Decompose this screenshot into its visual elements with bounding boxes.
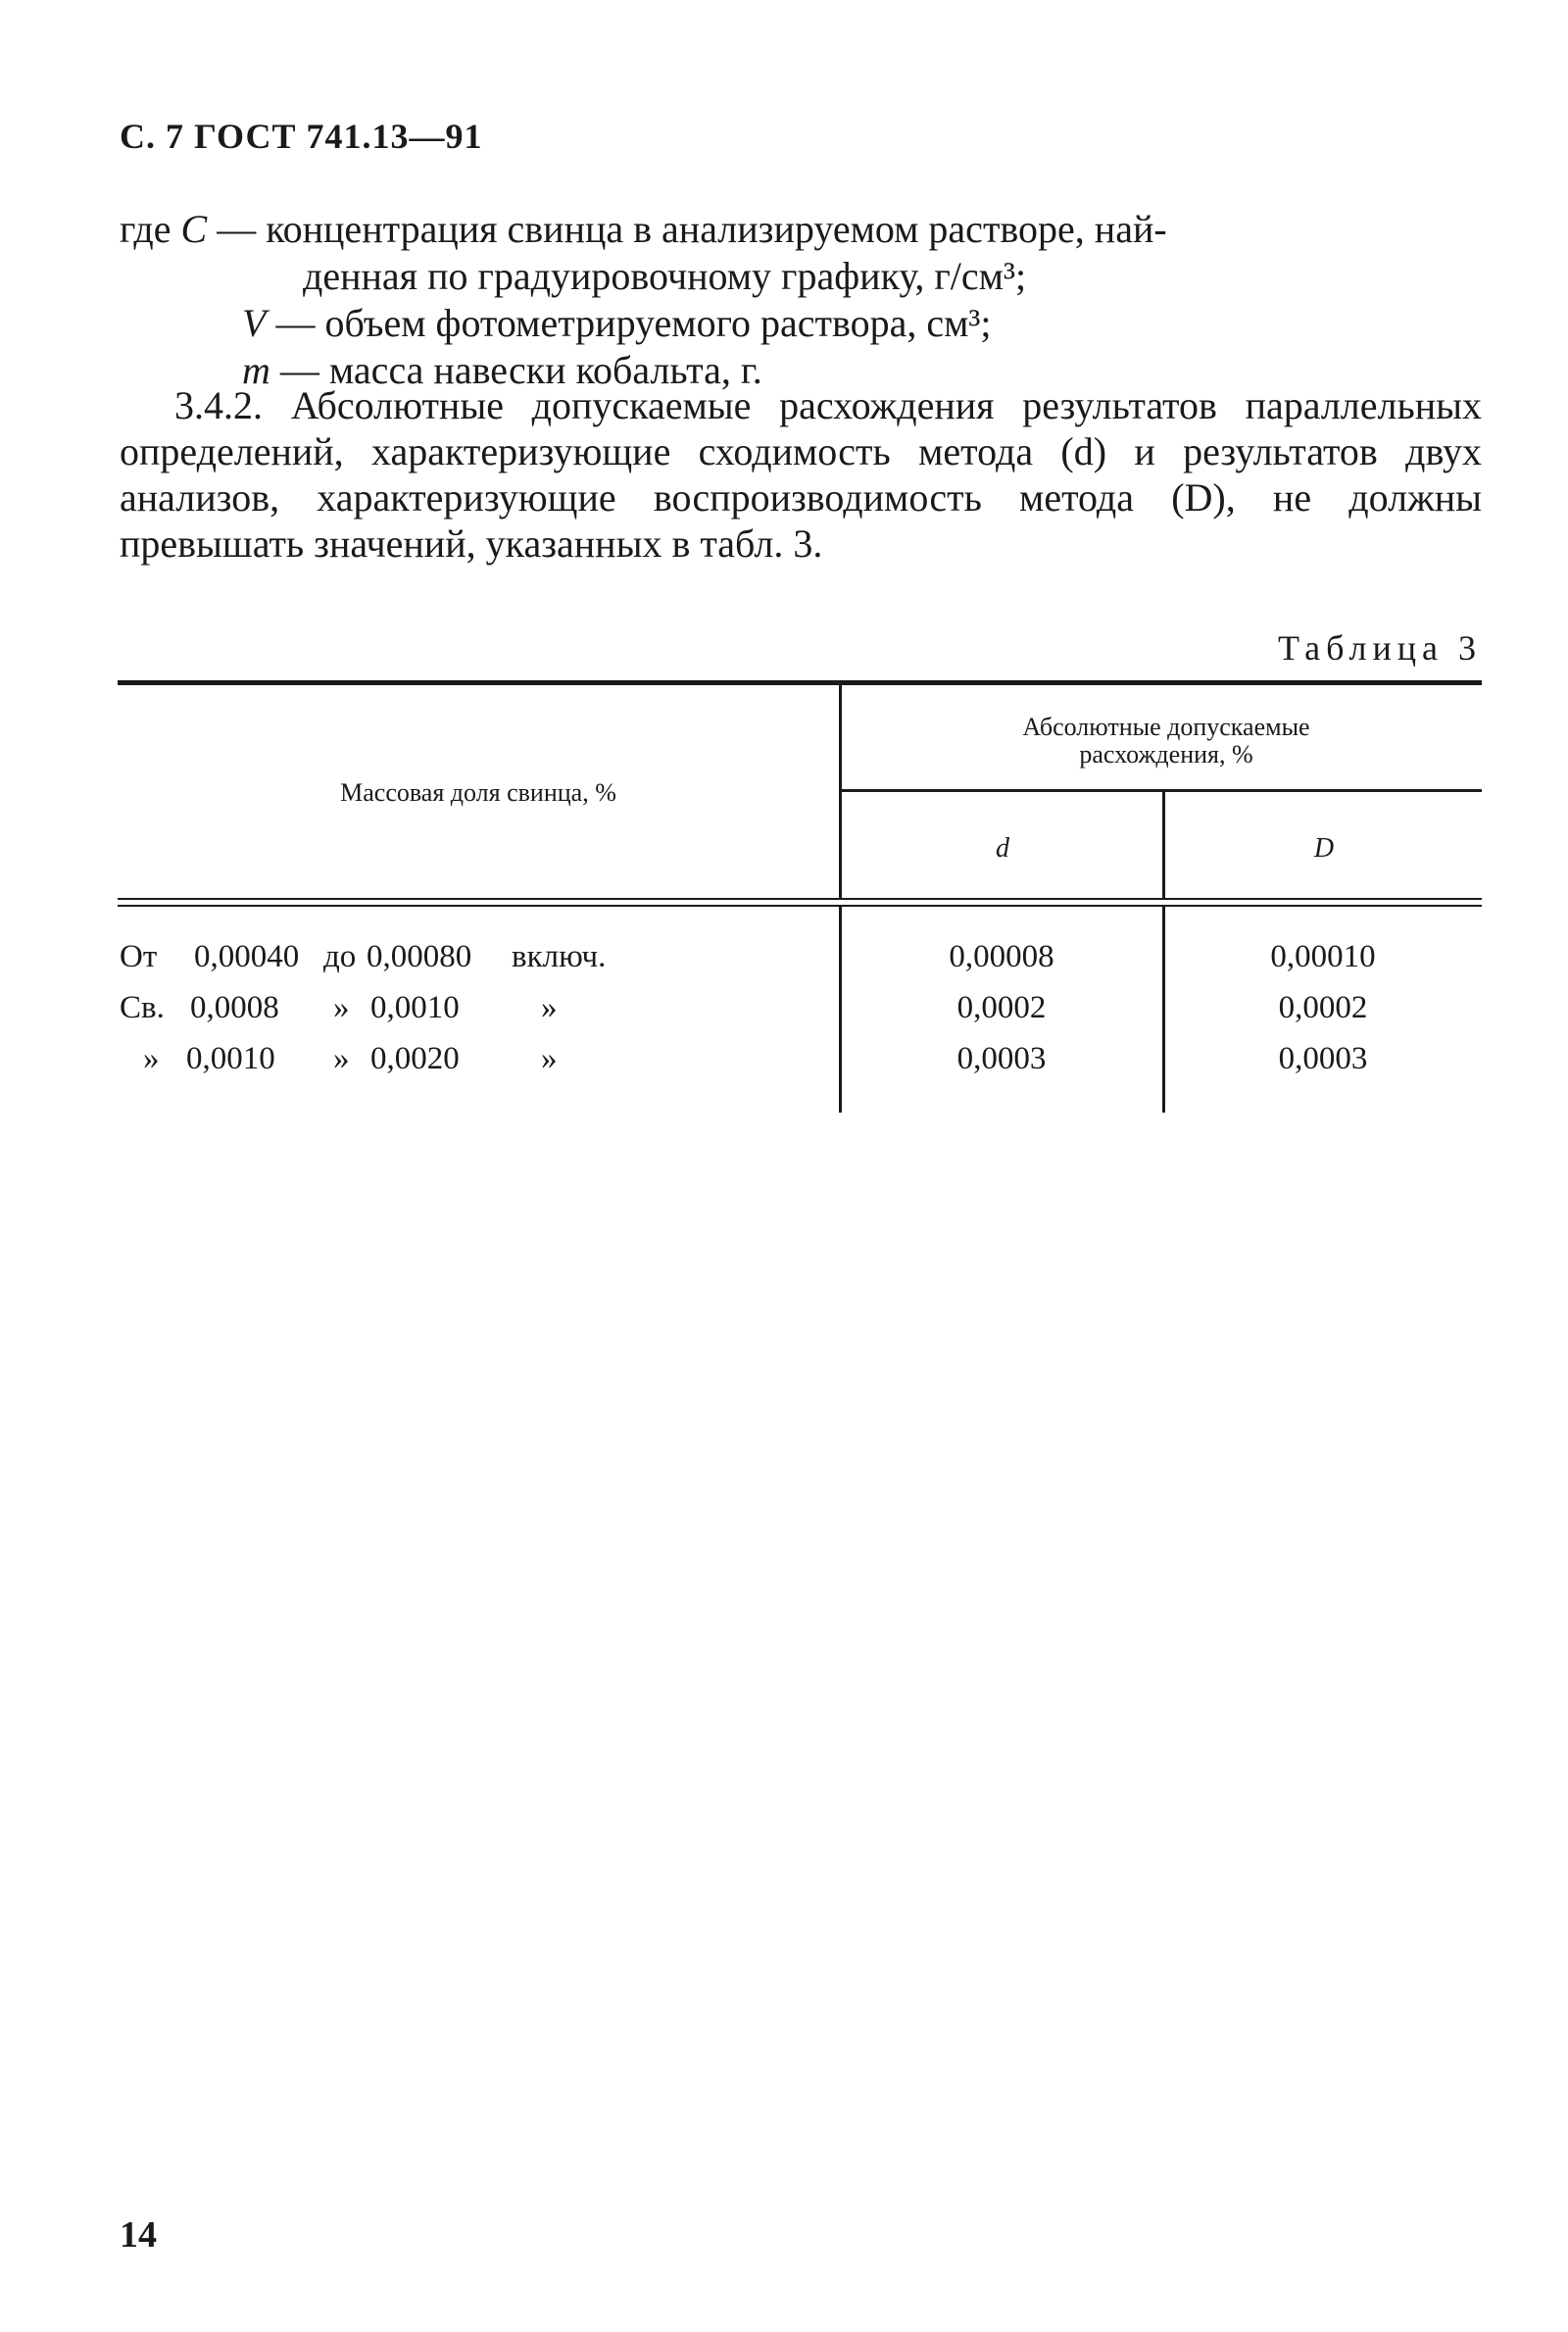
row3-to: 0,0020 [370,1041,460,1076]
symbol-m: m [242,348,270,392]
page-number: 14 [120,2214,157,2256]
table-divider-1-body [839,907,842,1113]
row3-prefix: » [143,1041,160,1076]
definition-c-text-cont: денная по градуировочному графику, г/см³; [303,254,1027,298]
row3-to-word: » [333,1041,350,1076]
col-header-group: Абсолютные допускаемые расхождения, % [1022,713,1310,769]
col-header-mass-fraction: Массовая доля свинца, % [340,778,616,807]
dash: — [275,301,316,345]
running-header: С. 7 ГОСТ 741.13—91 [120,117,483,156]
row3-d: 0,0003 [956,1041,1047,1076]
definition-c [120,206,1482,253]
row1-prefix: От [120,939,158,974]
header-double-rule-2 [118,905,1482,907]
row2-prefix: Св. [120,990,165,1025]
row1-to: 0,00080 [367,939,472,974]
row2-to: 0,0010 [370,990,460,1025]
table-divider-1 [839,685,842,899]
row2-D: 0,0002 [1278,990,1368,1025]
definition-c-text: концентрация свинца в анализируемом растворе, най- [266,207,1167,251]
col-header-d: d [996,833,1009,864]
header-double-rule-1 [118,898,1482,900]
paragraph-3-4-2 [120,382,1482,567]
row3-D: 0,0003 [1278,1041,1368,1076]
definitions-intro: где [120,207,172,251]
col-header-D: D [1313,833,1335,864]
table-top-rule [118,680,1482,685]
definition-v-text: объем фотометрируемого раствора, см³; [324,301,992,345]
table-caption: Таблица 3 [1278,628,1482,668]
row2-d: 0,0002 [956,990,1047,1025]
row1-from: 0,00040 [194,939,300,974]
group-header-rule [839,789,1482,792]
row3-suffix: » [541,1041,558,1076]
row1-d: 0,00008 [949,939,1054,974]
row1-to-word: до [323,939,357,974]
definition-v [120,300,1482,347]
table-divider-2-body [1162,907,1165,1113]
dash: — [217,207,257,251]
table-divider-2 [1162,792,1165,899]
symbol-c: C [180,207,208,251]
definition-c-continuation [120,253,1482,300]
definition-m-text: масса навески кобальта, г. [328,348,762,392]
symbol-v: V [242,301,267,345]
row1-D: 0,00010 [1270,939,1376,974]
dash: — [279,348,319,392]
row1-suffix: включ. [512,939,607,974]
formula-definitions [120,206,1482,394]
paragraph-text: 3.4.2. Абсолютные допускаемые расхождения результатов параллельных определений, характеризующие сходимость метода (d) и результатов двух анализов, характеризующие воспроизводимость метода (D), не должны превышать значений, указанных в табл. 3. [120,383,1482,566]
row2-suffix: » [541,990,558,1025]
row3-from: 0,0010 [186,1041,275,1076]
row2-from: 0,0008 [190,990,279,1025]
row2-to-word: » [333,990,350,1025]
